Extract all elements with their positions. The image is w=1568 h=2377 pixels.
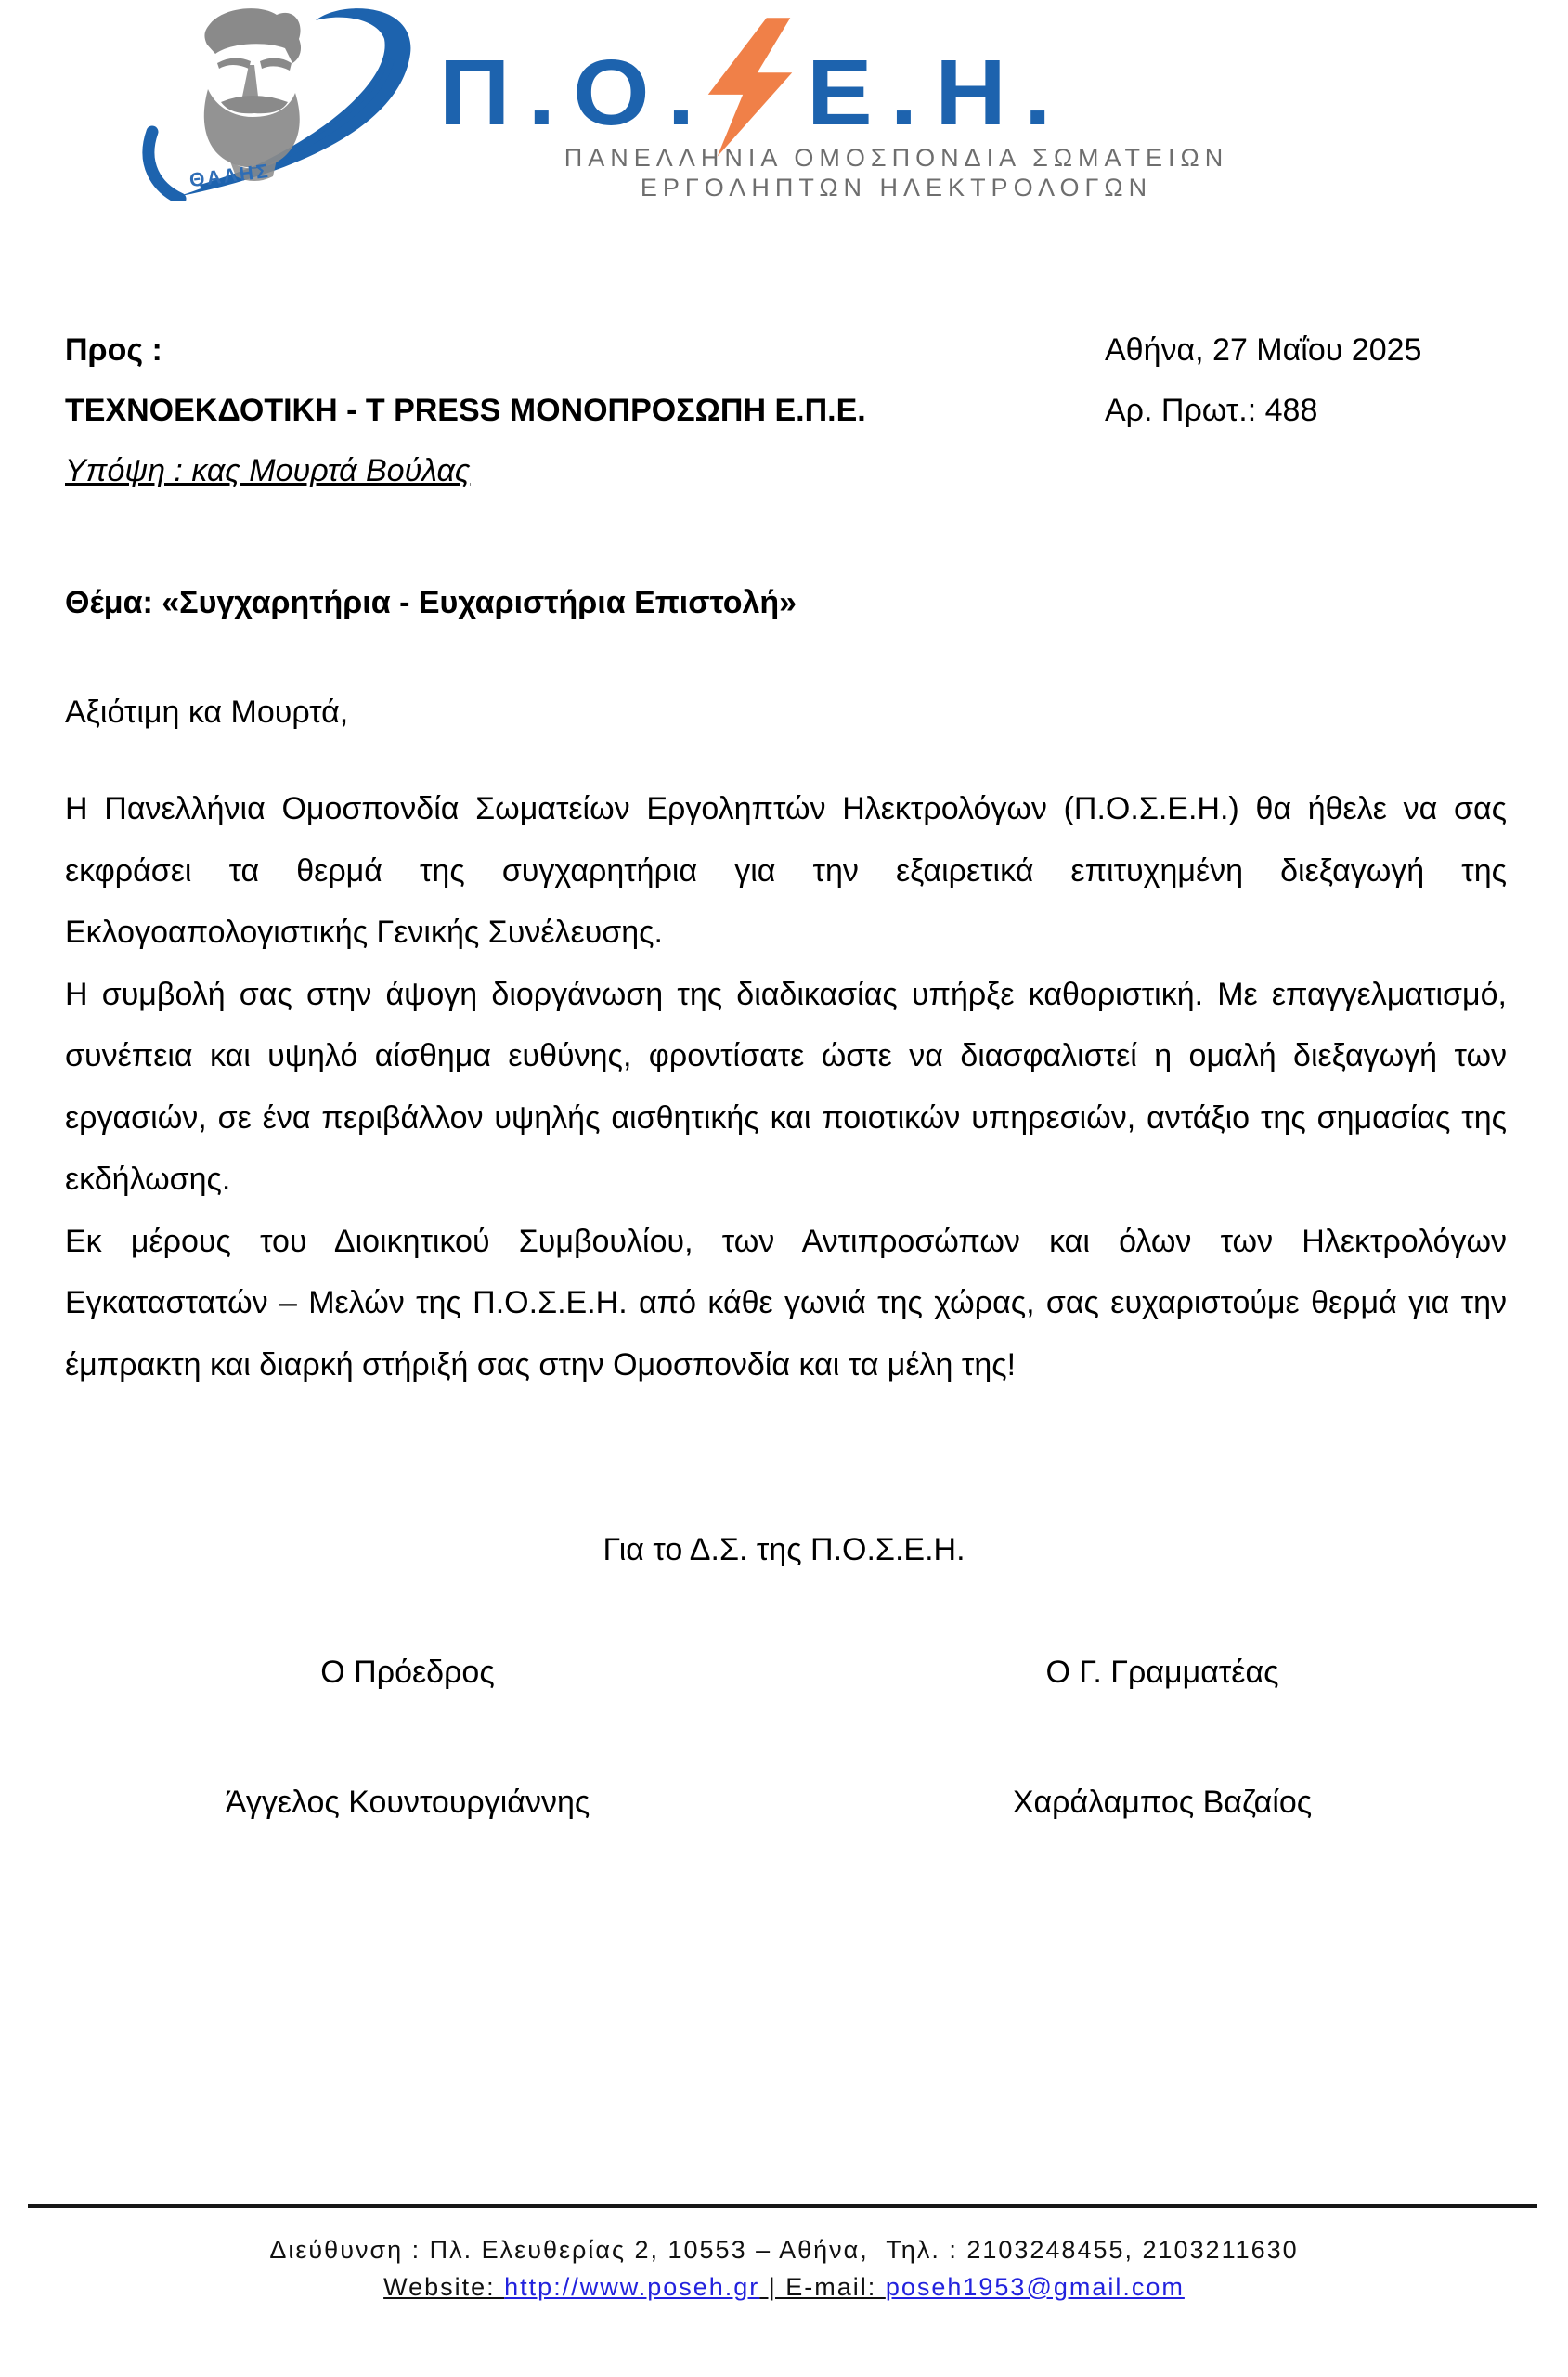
email-label: | E-mail:: [759, 2273, 886, 2301]
footer-divider: [28, 2204, 1537, 2208]
greeting-line: Αξιότιμη κα Μουρτά,: [65, 695, 349, 730]
federation-subtitle-line1: ΠΑΝΕΛΛΗΝΙΑ ΟΜΟΣΠΟΝΔΙΑ ΣΩΜΑΤΕΙΩΝ: [564, 144, 1229, 172]
president-role-label: Ο Πρόεδρος: [320, 1655, 495, 1690]
footer-address-line: Διεύθυνση : Πλ. Ελευθερίας 2, 10553 – Αθήνα, Τηλ. : 2103248455, 2103211630: [269, 2236, 1299, 2264]
recipient-name: ΤΕΧΝΟΕΚΔΟΤΙΚΗ - T PRESS ΜΟΝΟΠΡΟΣΩΠΗ Ε.Π.Ε.: [65, 393, 866, 428]
thales-caption: ΘΑΛΗΣ: [188, 160, 272, 192]
thales-head-and-swoosh-illustration: [119, 4, 439, 201]
acronym-left: Π.Ο.: [439, 41, 713, 145]
protocol-number: Αρ. Πρωτ.: 488: [1105, 393, 1318, 428]
president-name: Άγγελος Κουντουργιάννης: [225, 1785, 590, 1820]
website-label: Website:: [383, 2273, 505, 2301]
city-date: Αθήνα, 27 Μαΐου 2025: [1105, 332, 1422, 368]
letter-paragraph: Η συμβολή σας στην άψογη διοργάνωση της διαδικασίας υπήρξε καθοριστική. Με επαγγελματισμό, συνέπεια και υψηλό αίσθημα ευθύνης, φροντίσατε ώστε να διασφαλιστεί η ομαλή διεξαγωγή των εργασιών, σε ένα περιβάλλον υψηλής αισθητικής και ποιοτικών υπηρεσιών, αντάξιο της σημασίας της εκδήλωσης.: [65, 976, 1507, 1197]
federation-subtitle: [425, 143, 1367, 202]
poseh-acronym: [439, 41, 1069, 158]
poseh-logo: [119, 4, 1367, 203]
website-link[interactable]: http://www.poseh.gr: [504, 2273, 760, 2301]
secretary-name: Χαράλαμπος Βαζαίος: [1012, 1785, 1313, 1820]
letter-body: [65, 778, 1507, 1396]
federation-subtitle-line2: ΕΡΓΟΛΗΠΤΩΝ ΗΛΕΚΤΡΟΛΟΓΩΝ: [640, 174, 1153, 201]
subject-line: Θέμα: «Συγχαρητήρια - Ευχαριστήρια Επιστολή»: [65, 585, 797, 620]
footer-links-line: [0, 2273, 1568, 2302]
attention-line: Υπόψη : κας Μουρτά Βούλας: [65, 453, 471, 488]
email-link[interactable]: poseh1953@gmail.com: [885, 2273, 1185, 2301]
on-behalf-line: Για το Δ.Σ. της Π.Ο.Σ.Ε.Η.: [603, 1532, 965, 1567]
letter-paragraph: Η Πανελλήνια Ομοσπονδία Σωματείων Εργοληπτών Ηλεκτρολόγων (Π.Ο.Σ.Ε.Η.) θα ήθελε να σας εκφράσει τα θερμά της συγχαρητήρια για την εξαιρετικά επιτυχημένη διεξαγωγή της Εκλογοαπολογιστικής Γενικής Συνέλευσης.: [65, 791, 1507, 950]
secretary-role-label: Ο Γ. Γραμματέας: [1045, 1655, 1279, 1690]
acronym-right: Ε.Η.: [806, 41, 1069, 145]
letter-paragraph: Εκ μέρους του Διοικητικού Συμβουλίου, των Αντιπροσώπων και όλων των Ηλεκτρολόγων Εγκαταστατών – Μελών της Π.Ο.Σ.Ε.Η. από κάθε γωνιά της χώρας, σας ευχαριστούμε θερμά για την έμπρακτη και διαρκή στήριξή σας στην Ομοσπονδία και τα μέλη της!: [65, 1223, 1507, 1383]
to-label: Προς :: [65, 332, 162, 368]
